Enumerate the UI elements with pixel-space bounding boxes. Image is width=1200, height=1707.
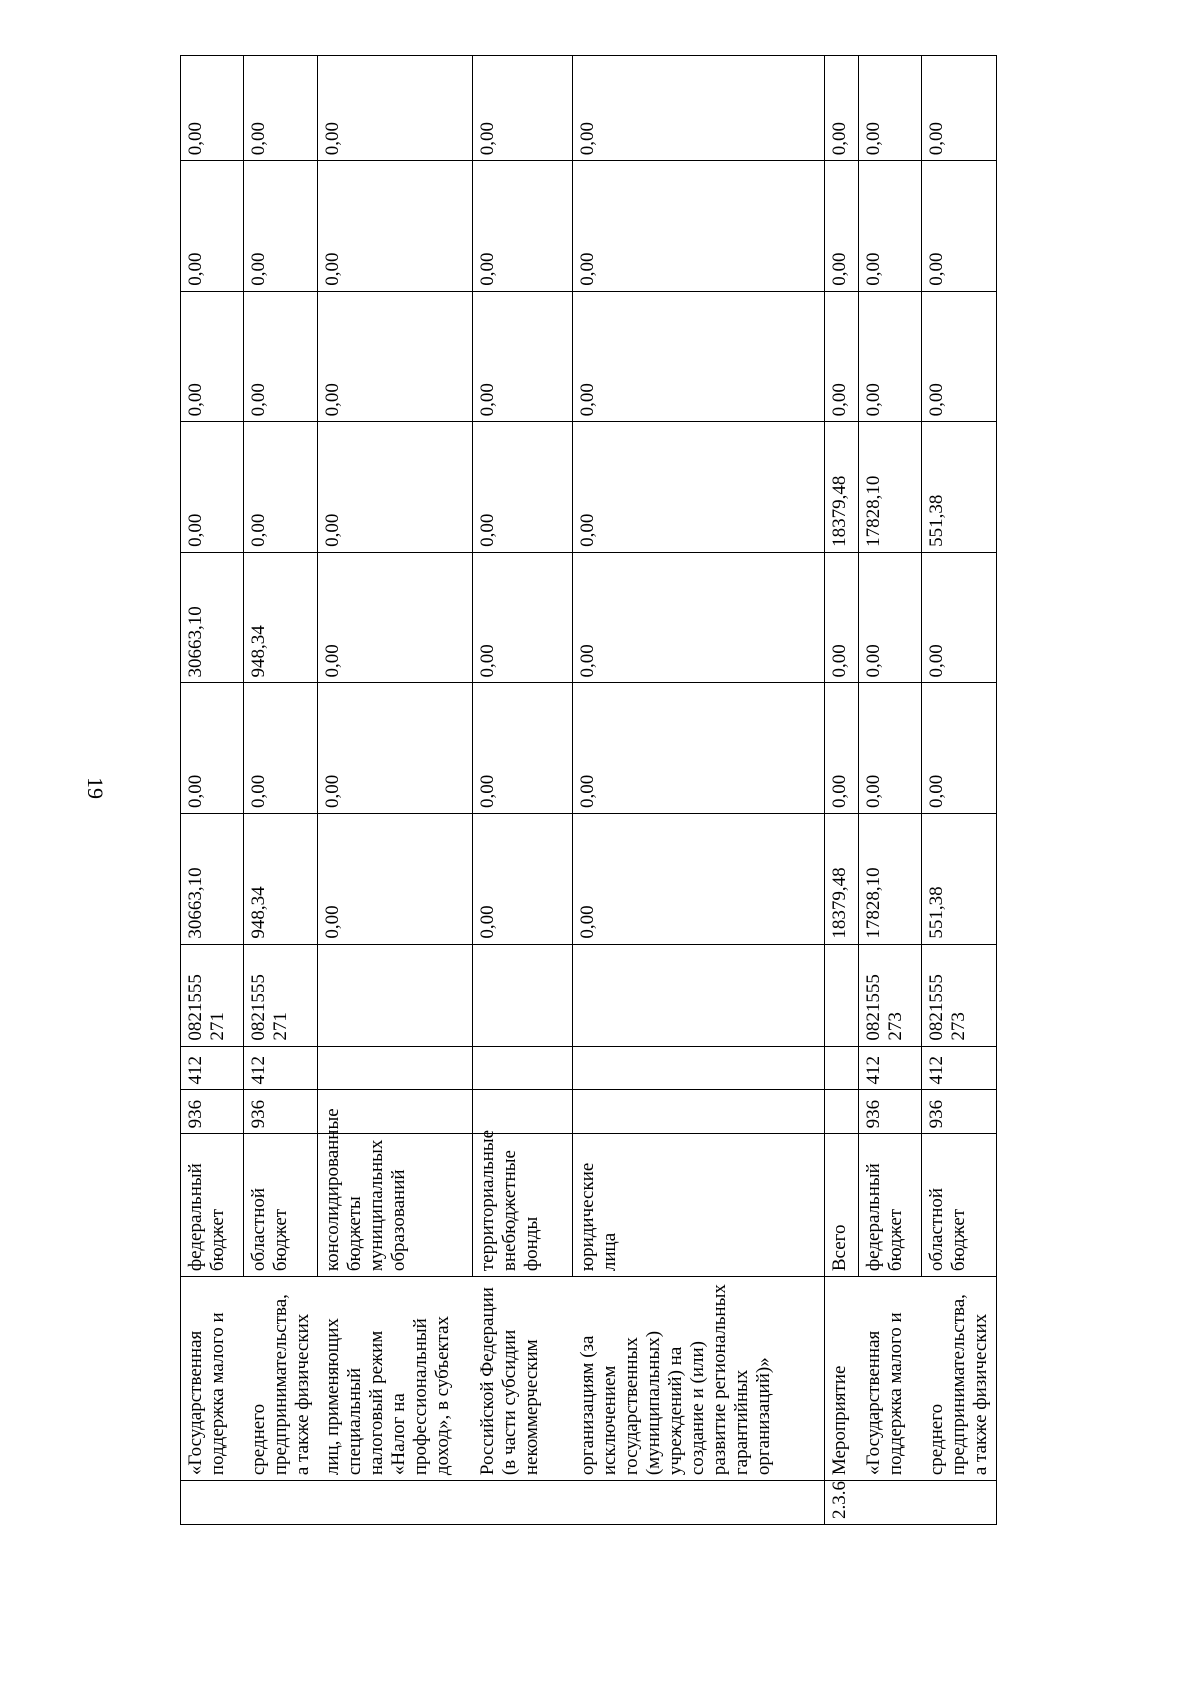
cell-value-1: 18379,48 [825, 814, 859, 945]
cell-rz [573, 1046, 825, 1090]
cell-number [244, 1481, 318, 1525]
cell-csr: 0821555 273 [922, 944, 997, 1046]
table-row [573, 56, 825, 1525]
table-row [473, 56, 573, 1525]
cell-number [181, 1481, 244, 1525]
cell-value-1: 948,34 [244, 814, 318, 945]
table-row [181, 56, 244, 1525]
cell-value-7: 0,00 [825, 56, 859, 161]
page-number: 19 [83, 777, 108, 799]
cell-value-1: 0,00 [573, 814, 825, 945]
cell-number [573, 1481, 825, 1525]
cell-value-7: 0,00 [859, 56, 922, 161]
cell-source: юридические лица [573, 1134, 825, 1277]
cell-csr [825, 944, 859, 1046]
cell-grbs: 936 [922, 1090, 997, 1134]
cell-value-1: 30663,10 [181, 814, 244, 945]
cell-number [922, 1481, 997, 1525]
budget-table [180, 55, 997, 1525]
cell-value-5: 0,00 [825, 291, 859, 422]
cell-value-7: 0,00 [573, 56, 825, 161]
cell-grbs: 936 [859, 1090, 922, 1134]
cell-value-4: 0,00 [181, 422, 244, 553]
cell-number [859, 1481, 922, 1525]
cell-value-3: 0,00 [859, 552, 922, 683]
cell-grbs: 936 [181, 1090, 244, 1134]
cell-value-7: 0,00 [318, 56, 473, 161]
cell-name: лиц, применяющих специальный налоговый режим «Налог на профессиональный доход», в субъектах [318, 1277, 473, 1481]
cell-value-1: 0,00 [473, 814, 573, 945]
cell-csr: 0821555 273 [859, 944, 922, 1046]
cell-value-5: 0,00 [573, 291, 825, 422]
cell-value-4: 0,00 [573, 422, 825, 553]
cell-csr: 0821555 271 [244, 944, 318, 1046]
cell-source: областной бюджет [922, 1134, 997, 1277]
cell-value-5: 0,00 [859, 291, 922, 422]
cell-value-2: 0,00 [473, 683, 573, 814]
cell-source: федеральный бюджет [181, 1134, 244, 1277]
cell-rz: 412 [244, 1046, 318, 1090]
cell-value-4: 0,00 [244, 422, 318, 553]
cell-value-2: 0,00 [181, 683, 244, 814]
cell-value-5: 0,00 [922, 291, 997, 422]
cell-value-4: 0,00 [473, 422, 573, 553]
cell-value-6: 0,00 [318, 161, 473, 292]
cell-csr [573, 944, 825, 1046]
cell-value-1: 17828,10 [859, 814, 922, 945]
cell-value-2: 0,00 [318, 683, 473, 814]
cell-source: территориальные внебюджетные фонды [473, 1134, 573, 1277]
cell-source: федеральный бюджет [859, 1134, 922, 1277]
table-viewport [180, 55, 991, 1525]
cell-value-3: 0,00 [473, 552, 573, 683]
cell-value-4: 0,00 [318, 422, 473, 553]
cell-value-7: 0,00 [922, 56, 997, 161]
cell-value-6: 0,00 [473, 161, 573, 292]
cell-rz [473, 1046, 573, 1090]
cell-csr: 0821555 271 [181, 944, 244, 1046]
cell-value-2: 0,00 [573, 683, 825, 814]
cell-name: «Государственная поддержка малого и [181, 1277, 244, 1481]
cell-value-2: 0,00 [825, 683, 859, 814]
cell-value-3: 0,00 [573, 552, 825, 683]
cell-value-3: 0,00 [825, 552, 859, 683]
cell-csr [318, 944, 473, 1046]
cell-value-2: 0,00 [244, 683, 318, 814]
cell-grbs [825, 1090, 859, 1134]
table-row [859, 56, 922, 1525]
cell-grbs: 936 [244, 1090, 318, 1134]
cell-name: Российской Федерации (в части субсидии некоммерческим [473, 1277, 573, 1481]
cell-value-1: 0,00 [318, 814, 473, 945]
cell-value-6: 0,00 [922, 161, 997, 292]
cell-grbs [473, 1090, 573, 1134]
cell-number [473, 1481, 573, 1525]
cell-value-3: 948,34 [244, 552, 318, 683]
cell-name: среднего предпринимательства, а также физических [922, 1277, 997, 1481]
cell-value-6: 0,00 [825, 161, 859, 292]
cell-number [318, 1481, 473, 1525]
table-row [825, 56, 859, 1525]
cell-value-4: 551,38 [922, 422, 997, 553]
cell-value-6: 0,00 [244, 161, 318, 292]
cell-value-3: 0,00 [318, 552, 473, 683]
cell-value-2: 0,00 [922, 683, 997, 814]
cell-rz: 412 [922, 1046, 997, 1090]
cell-value-3: 30663,10 [181, 552, 244, 683]
table-row [922, 56, 997, 1525]
cell-value-6: 0,00 [181, 161, 244, 292]
cell-value-5: 0,00 [473, 291, 573, 422]
cell-value-6: 0,00 [573, 161, 825, 292]
cell-name: среднего предпринимательства, а также физических [244, 1277, 318, 1481]
cell-rz [825, 1046, 859, 1090]
cell-value-1: 551,38 [922, 814, 997, 945]
cell-value-3: 0,00 [922, 552, 997, 683]
cell-rz [318, 1046, 473, 1090]
table-row [318, 56, 473, 1525]
cell-csr [473, 944, 573, 1046]
cell-value-5: 0,00 [181, 291, 244, 422]
cell-value-5: 0,00 [244, 291, 318, 422]
cell-name: Мероприятие [825, 1277, 859, 1481]
cell-rz: 412 [859, 1046, 922, 1090]
cell-value-4: 18379,48 [825, 422, 859, 553]
cell-value-4: 17828,10 [859, 422, 922, 553]
cell-name: «Государственная поддержка малого и [859, 1277, 922, 1481]
cell-rz: 412 [181, 1046, 244, 1090]
rotated-table-container [180, 55, 991, 1525]
cell-source: консолидированные бюджеты муниципальных образований [318, 1134, 473, 1277]
cell-value-5: 0,00 [318, 291, 473, 422]
cell-grbs [573, 1090, 825, 1134]
cell-name: организациям (за исключением государственных (муниципальных) учреждений) на создание и (или) развитие региональных гарантийных организаций)» [573, 1277, 825, 1481]
cell-value-2: 0,00 [859, 683, 922, 814]
cell-source: Всего [825, 1134, 859, 1277]
cell-source: областной бюджет [244, 1134, 318, 1277]
cell-value-7: 0,00 [181, 56, 244, 161]
table-row [244, 56, 318, 1525]
cell-value-7: 0,00 [473, 56, 573, 161]
cell-value-7: 0,00 [244, 56, 318, 161]
cell-value-6: 0,00 [859, 161, 922, 292]
cell-number: 2.3.6 [825, 1481, 859, 1525]
